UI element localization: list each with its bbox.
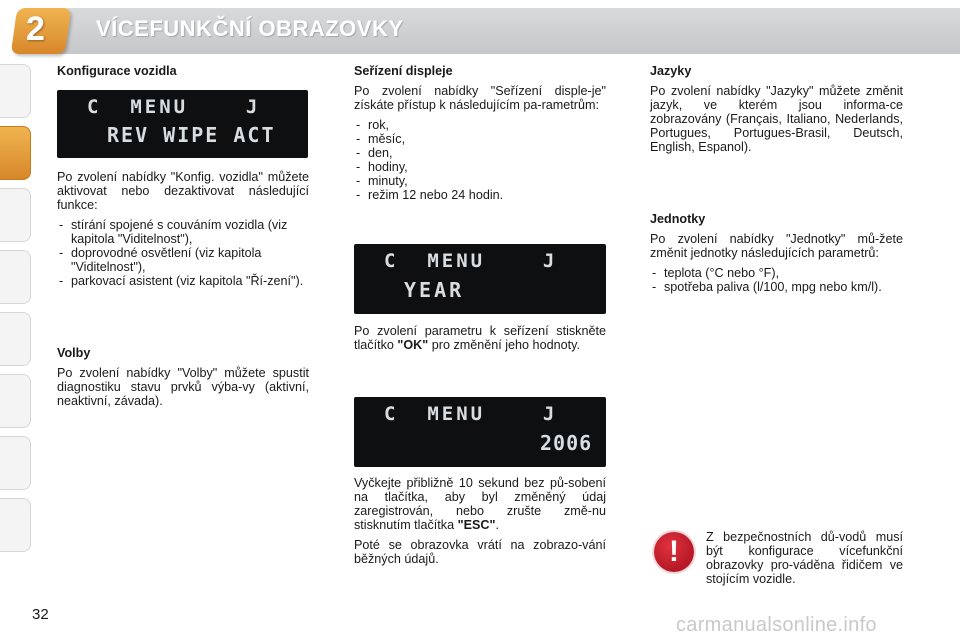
paragraph: Poté se obrazovka vrátí na zobrazo-vání běžných údajů. [354, 538, 606, 566]
exclamation-icon: ! [654, 532, 694, 572]
parameter-list [354, 118, 606, 202]
section-heading: Seřízení displeje [354, 64, 453, 78]
column-display-settings [354, 64, 606, 208]
page-number: 32 [32, 606, 49, 623]
list-item: - spotřeba paliva (l/100, mpg nebo km/l). [650, 280, 903, 294]
column-options [57, 346, 309, 414]
paragraph: Po zvolení nabídky "Jednotky" mů-žete změnit jednotky následujících parametrů: [650, 232, 903, 260]
list-item: - doprovodné osvětlení (viz kapitola "Viditelnost"), [57, 246, 309, 274]
chapter-number: 2 [26, 10, 45, 48]
section-heading: Jednotky [650, 212, 706, 226]
list-item: - rok, [354, 118, 606, 132]
safety-warning [706, 530, 903, 592]
chapter-tab[interactable] [0, 64, 31, 118]
chapter-tab[interactable] [0, 250, 31, 304]
section-heading: Jazyky [650, 64, 692, 78]
section-heading: Konfigurace vozidla [57, 64, 177, 78]
chapter-tab-active[interactable] [0, 126, 31, 180]
paragraph: Po zvolení nabídky "Seřízení disple-je" získáte přístup k následujícím pa-rametrům: [354, 84, 606, 112]
column-select-parameter [354, 324, 606, 358]
chapter-tab[interactable] [0, 188, 31, 242]
list-item: - měsíc, [354, 132, 606, 146]
list-item: - den, [354, 146, 606, 160]
chapter-tab[interactable] [0, 374, 31, 428]
chapter-tabs [0, 64, 36, 584]
column-vehicle-config [57, 64, 309, 84]
paragraph: Po zvolení nabídky "Konfig. vozidla" můžete aktivovat nebo dezaktivovat následující funkce: [57, 170, 309, 212]
list-item: - teplota (°C nebo °F), [650, 266, 903, 280]
list-item: - minuty, [354, 174, 606, 188]
chapter-tab[interactable] [0, 498, 31, 552]
chapter-tab[interactable] [0, 312, 31, 366]
units-list [650, 266, 903, 294]
ok-button-label: "OK" [397, 338, 429, 352]
paragraph: Po zvolení nabídky "Jazyky" můžete změnit jazyk, ve kterém jsou informa-ce zobrazovány (Français, Italiano, Nederlands, Portugues, Portugues-Brasil, Deutsch, English, Espanol). [650, 84, 903, 154]
display-line: C MENU J [384, 403, 558, 425]
text-span: pro změnění jeho hodnoty. [428, 338, 580, 352]
paragraph [354, 324, 606, 352]
display-line: C MENU J [87, 96, 261, 118]
display-line: C MENU J [384, 250, 558, 272]
function-list [57, 218, 309, 288]
display-screen [57, 90, 308, 158]
page-header [0, 0, 960, 58]
list-item: - parkovací asistent (viz kapitola "Ří-zení"). [57, 274, 309, 288]
watermark: carmanualsonline.info [676, 614, 877, 636]
display-line: 2006 [540, 431, 593, 455]
text-span: Po zvolení parametru k seřízení stiskněte tlačítko [354, 324, 606, 352]
display-screen [354, 244, 606, 314]
display-screen [354, 397, 606, 467]
list-item: - stírání spojené s couváním vozidla (viz kapitola "Viditelnost"), [57, 218, 309, 246]
text-span: Vyčkejte přibližně 10 sekund bez pů-sobení na tlačítka, aby byl změněný údaj zaregistrován, nebo zrušte změ-nu stisknutím tlačítka [354, 476, 606, 532]
column-vehicle-config-text [57, 170, 309, 294]
column-languages [650, 64, 903, 160]
chapter-tab[interactable] [0, 436, 31, 490]
list-item: - režim 12 nebo 24 hodin. [354, 188, 606, 202]
text-span: . [495, 518, 499, 532]
paragraph: Po zvolení nabídky "Volby" můžete spustit diagnostiku stavu prvků výba-vy (aktivní, neaktivní, závada). [57, 366, 309, 408]
column-units [650, 212, 903, 300]
section-heading: Volby [57, 346, 91, 360]
warning-text: Z bezpečnostních dů-vodů musí být konfigurace vícefunkční obrazovky pro-váděna řidičem ve stojícím vozidle. [706, 530, 903, 586]
paragraph [354, 476, 606, 532]
column-confirm [354, 476, 606, 572]
page-title: VÍCEFUNKČNÍ OBRAZOVKY [96, 16, 404, 41]
display-line: REV WIPE ACT [107, 123, 276, 147]
display-line: YEAR [404, 278, 465, 302]
list-item: - hodiny, [354, 160, 606, 174]
esc-button-label: "ESC" [457, 518, 496, 532]
